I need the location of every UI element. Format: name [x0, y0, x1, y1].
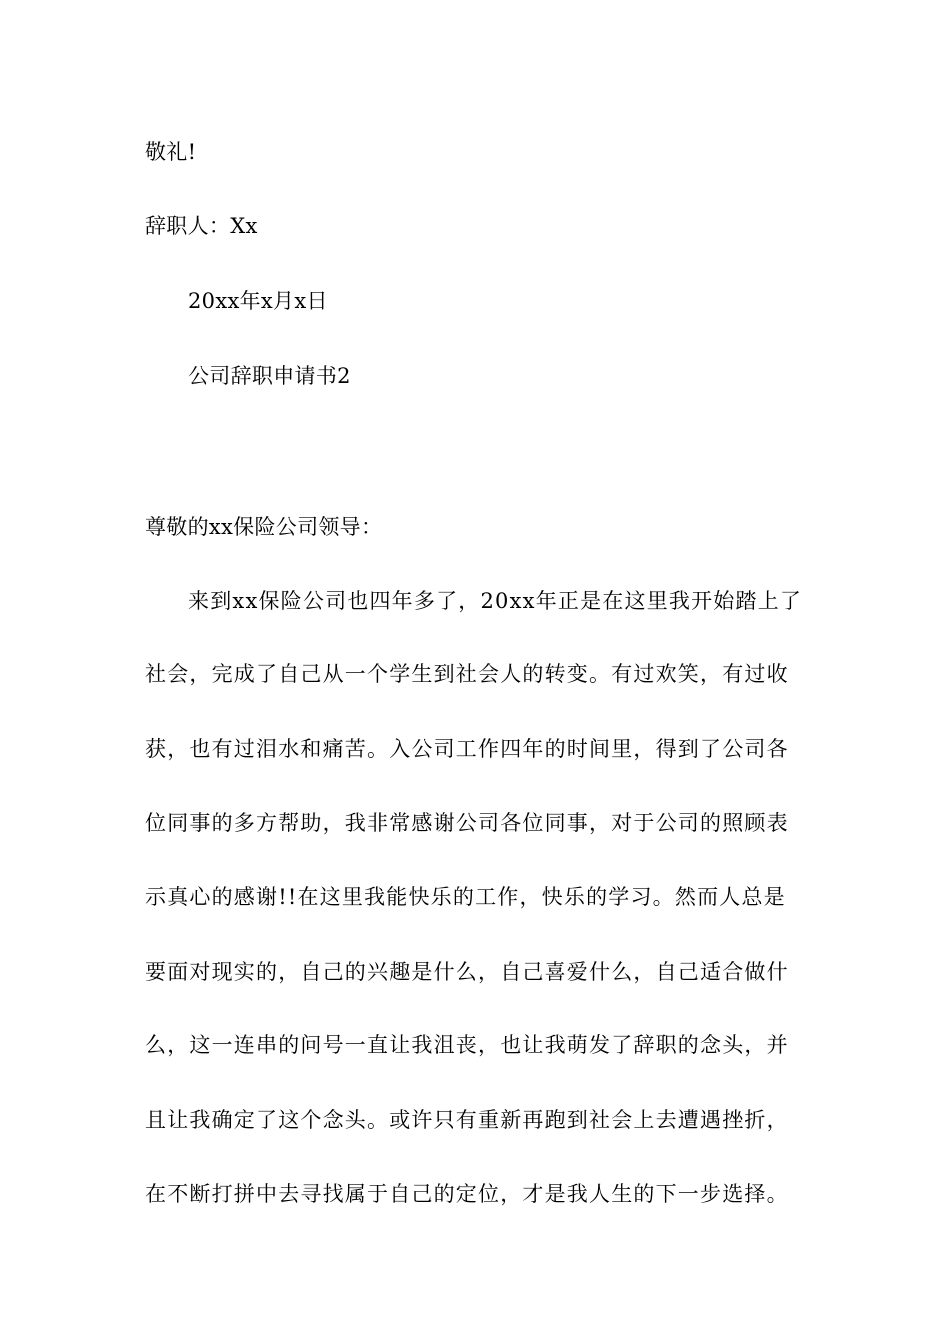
- body-line: 示真心的感谢!!在这里我能快乐的工作，快乐的学习。然而人总是: [145, 885, 786, 909]
- body-line: 要面对现实的，自己的兴趣是什么，自己喜爱什么，自己适合做什: [145, 960, 789, 984]
- signature-line: 辞职人：Xx: [145, 214, 258, 238]
- body-line: 位同事的多方帮助，我非常感谢公司各位同事，对于公司的照顾表: [145, 811, 789, 835]
- body-line: 来到xx保险公司也四年多了，20xx年正是在这里我开始踏上了: [188, 589, 803, 613]
- body-line: 在不断打拼中去寻找属于自己的定位，才是我人生的下一步选择。: [145, 1182, 789, 1206]
- closing-line: 敬礼!: [145, 140, 197, 164]
- body-line: 且让我确定了这个念头。或许只有重新再跑到社会上去遭遇挫折，: [145, 1108, 789, 1132]
- body-line: 获，也有过泪水和痛苦。入公司工作四年的时间里，得到了公司各: [145, 737, 789, 761]
- section-title: 公司辞职申请书2: [188, 364, 351, 388]
- body-line: 社会，完成了自己从一个学生到社会人的转变。有过欢笑，有过收: [145, 662, 789, 686]
- body-line: 么，这一连串的问号一直让我沮丧，也让我萌发了辞职的念头，并: [145, 1033, 789, 1057]
- salutation-line: 尊敬的xx保险公司领导：: [145, 515, 383, 539]
- date-line: 20xx年x月x日: [188, 289, 328, 313]
